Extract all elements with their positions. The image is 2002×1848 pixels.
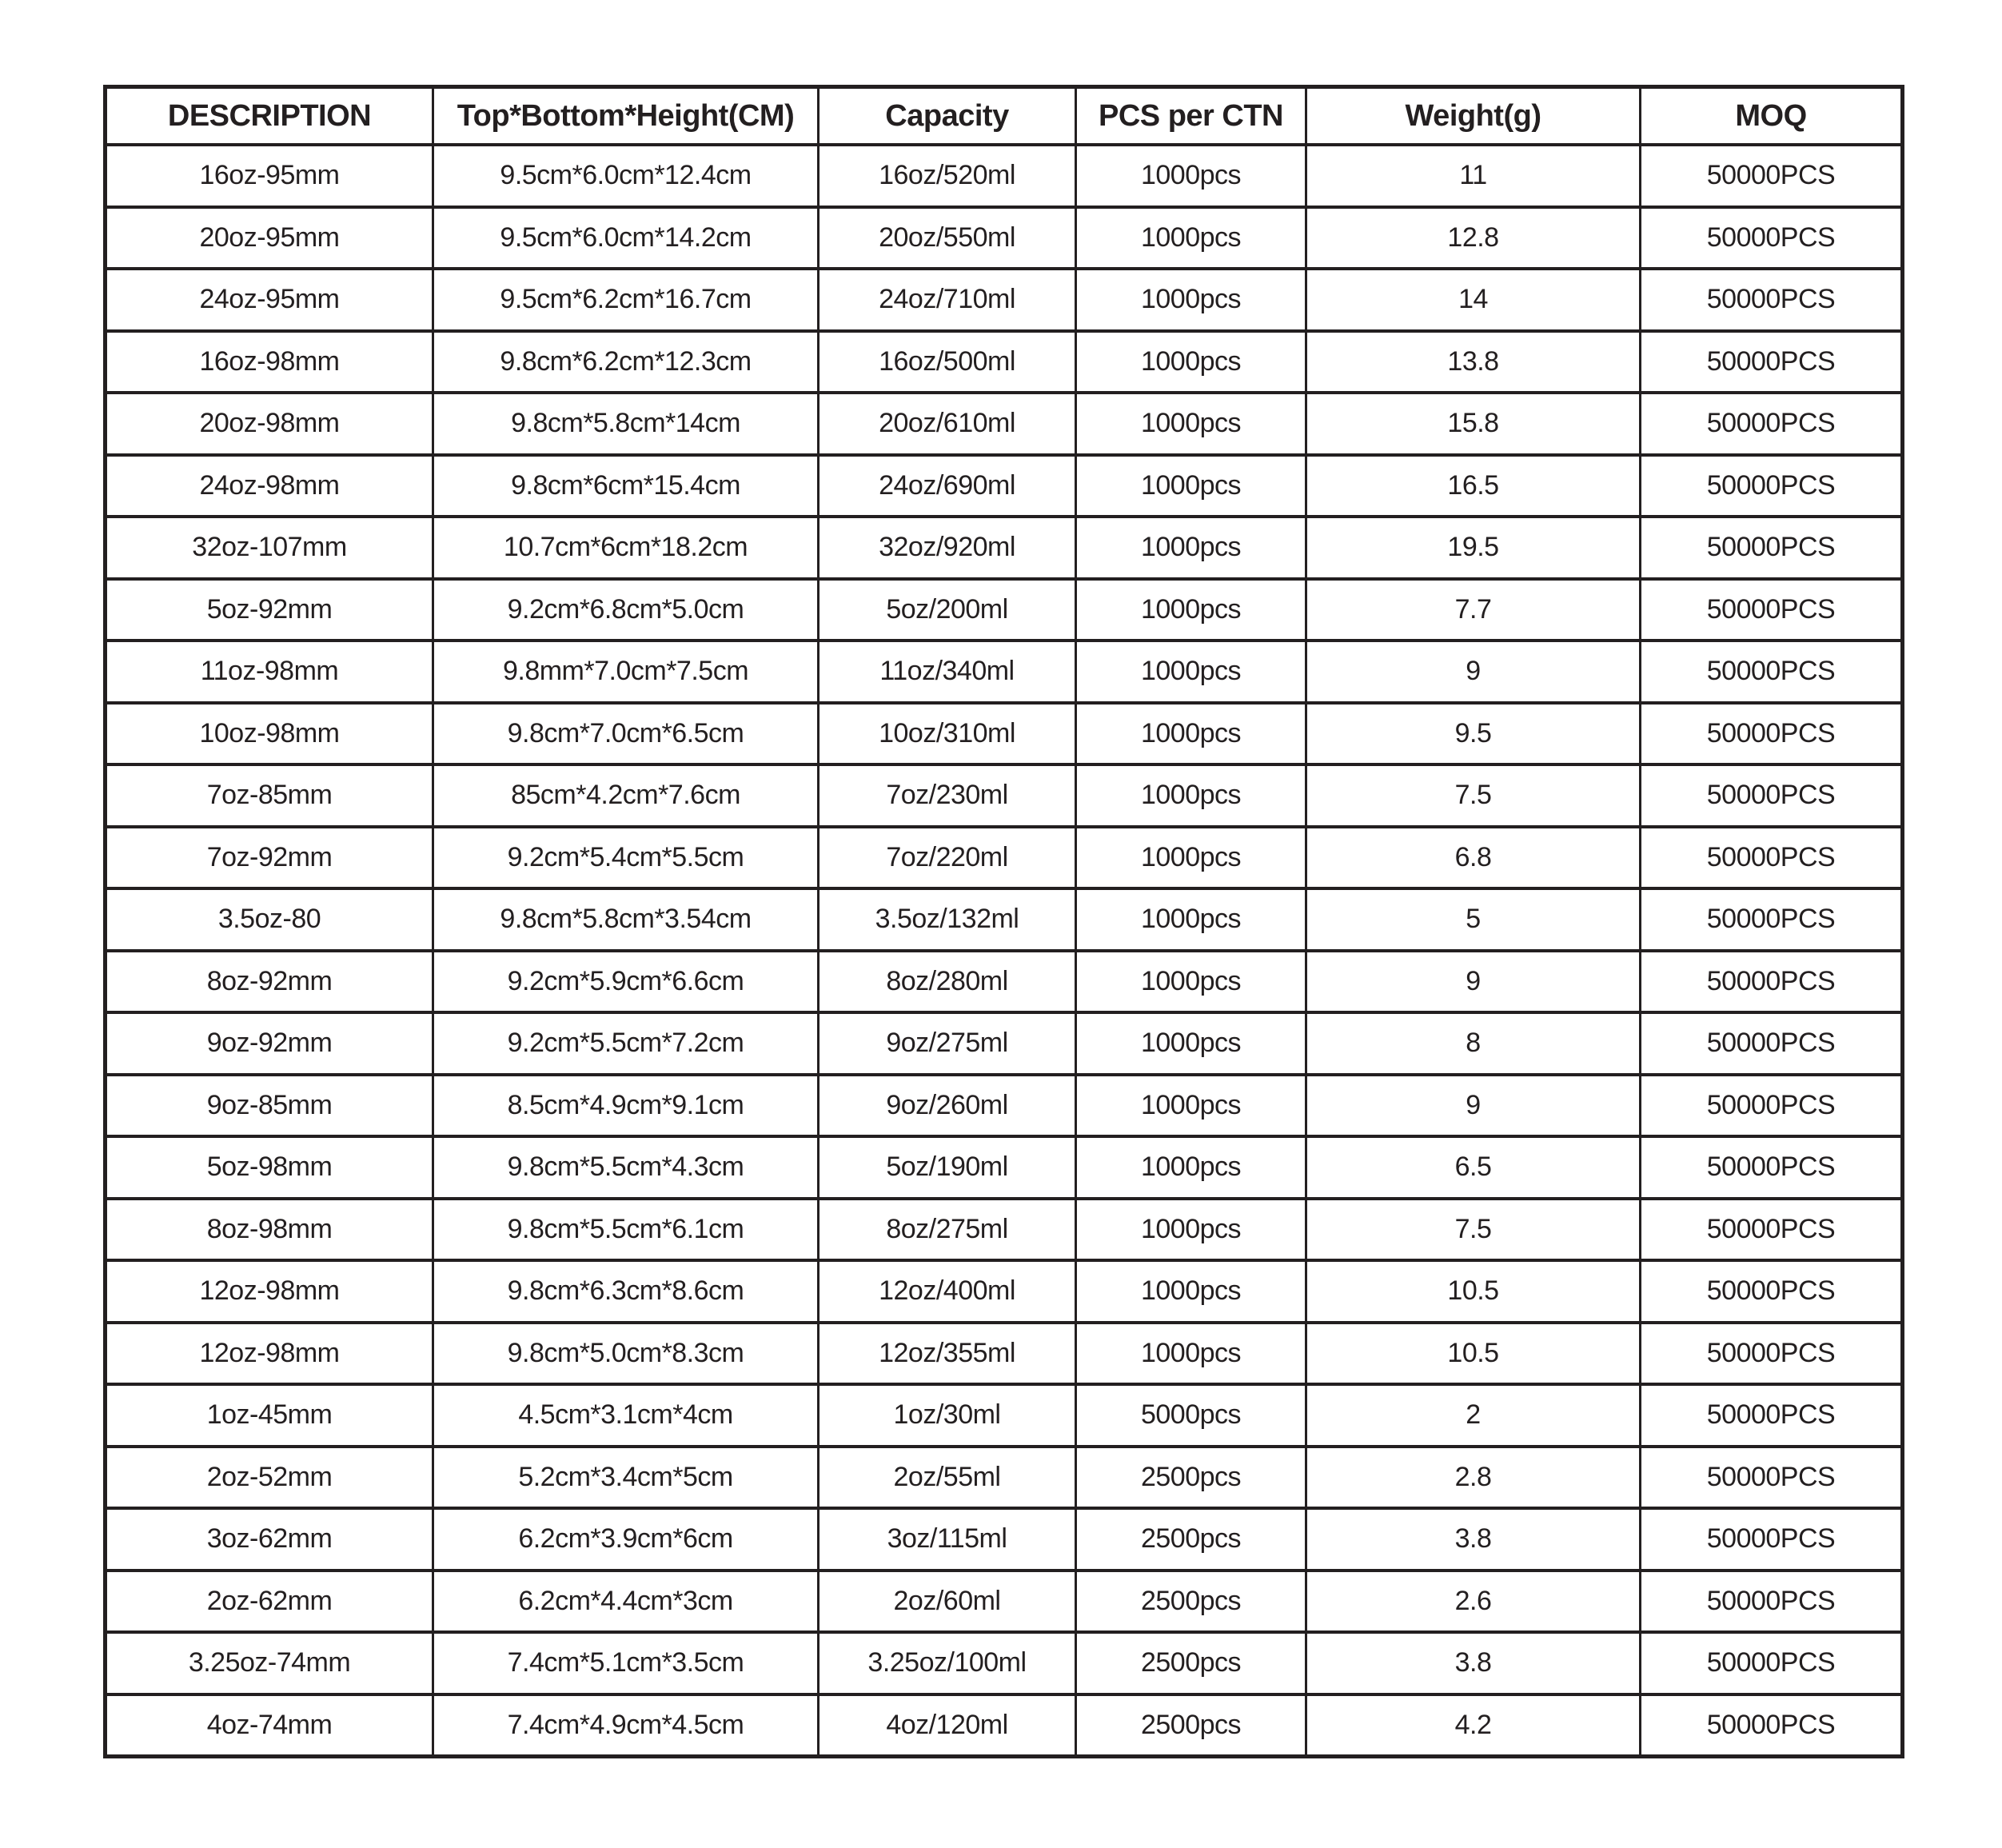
- cell-dimensions: 6.2cm*4.4cm*3cm: [433, 1571, 819, 1633]
- cell-weight: 3.8: [1306, 1508, 1641, 1571]
- cell-pcs-per-ctn: 1000pcs: [1076, 145, 1306, 207]
- header-moq: MOQ: [1641, 87, 1903, 146]
- cell-capacity: 20oz/610ml: [819, 393, 1076, 455]
- cell-capacity: 10oz/310ml: [819, 703, 1076, 765]
- cell-dimensions: 9.2cm*5.5cm*7.2cm: [433, 1012, 819, 1075]
- cell-dimensions: 9.2cm*5.4cm*5.5cm: [433, 827, 819, 889]
- cell-dimensions: 9.8cm*5.8cm*14cm: [433, 393, 819, 455]
- table-row: [106, 703, 1903, 765]
- cell-moq: 50000PCS: [1641, 393, 1903, 455]
- cell-pcs-per-ctn: 1000pcs: [1076, 764, 1306, 827]
- header-description: DESCRIPTION: [106, 87, 433, 146]
- cell-weight: 7.5: [1306, 1199, 1641, 1261]
- table-row: [106, 827, 1903, 889]
- cell-weight: 4.2: [1306, 1694, 1641, 1757]
- cell-weight: 8: [1306, 1012, 1641, 1075]
- cell-description: 3.5oz-80: [106, 888, 433, 951]
- cell-description: 32oz-107mm: [106, 517, 433, 579]
- cell-weight: 6.8: [1306, 827, 1641, 889]
- cell-pcs-per-ctn: 2500pcs: [1076, 1632, 1306, 1694]
- cell-capacity: 24oz/710ml: [819, 269, 1076, 331]
- cell-description: 20oz-98mm: [106, 393, 433, 455]
- cell-moq: 50000PCS: [1641, 1447, 1903, 1509]
- cell-description: 12oz-98mm: [106, 1323, 433, 1385]
- cell-capacity: 3.25oz/100ml: [819, 1632, 1076, 1694]
- cell-description: 5oz-92mm: [106, 579, 433, 641]
- cell-pcs-per-ctn: 1000pcs: [1076, 331, 1306, 393]
- cell-capacity: 2oz/55ml: [819, 1447, 1076, 1509]
- table-row: [106, 1136, 1903, 1199]
- header-pcs-per-ctn: PCS per CTN: [1076, 87, 1306, 146]
- cell-moq: 50000PCS: [1641, 331, 1903, 393]
- cell-dimensions: 9.8mm*7.0cm*7.5cm: [433, 641, 819, 703]
- cell-moq: 50000PCS: [1641, 1260, 1903, 1323]
- cell-capacity: 32oz/920ml: [819, 517, 1076, 579]
- cell-dimensions: 9.8cm*5.5cm*4.3cm: [433, 1136, 819, 1199]
- table-row: [106, 888, 1903, 951]
- cell-pcs-per-ctn: 1000pcs: [1076, 207, 1306, 269]
- table-row: [106, 1384, 1903, 1447]
- cell-moq: 50000PCS: [1641, 1694, 1903, 1757]
- table-row: [106, 641, 1903, 703]
- cell-moq: 50000PCS: [1641, 579, 1903, 641]
- table-row: [106, 764, 1903, 827]
- table-row: [106, 579, 1903, 641]
- table-row: [106, 951, 1903, 1013]
- cell-pcs-per-ctn: 1000pcs: [1076, 1012, 1306, 1075]
- cell-moq: 50000PCS: [1641, 145, 1903, 207]
- cell-weight: 10.5: [1306, 1260, 1641, 1323]
- cell-pcs-per-ctn: 5000pcs: [1076, 1384, 1306, 1447]
- cell-pcs-per-ctn: 1000pcs: [1076, 1136, 1306, 1199]
- cell-moq: 50000PCS: [1641, 1075, 1903, 1137]
- cell-description: 24oz-95mm: [106, 269, 433, 331]
- cell-weight: 2.8: [1306, 1447, 1641, 1509]
- cell-moq: 50000PCS: [1641, 641, 1903, 703]
- cell-moq: 50000PCS: [1641, 764, 1903, 827]
- cell-moq: 50000PCS: [1641, 455, 1903, 517]
- cell-capacity: 24oz/690ml: [819, 455, 1076, 517]
- cell-capacity: 12oz/400ml: [819, 1260, 1076, 1323]
- cell-dimensions: 9.5cm*6.2cm*16.7cm: [433, 269, 819, 331]
- table-row: [106, 207, 1903, 269]
- cell-capacity: 9oz/260ml: [819, 1075, 1076, 1137]
- cell-capacity: 12oz/355ml: [819, 1323, 1076, 1385]
- cell-description: 8oz-92mm: [106, 951, 433, 1013]
- cell-description: 11oz-98mm: [106, 641, 433, 703]
- cell-pcs-per-ctn: 1000pcs: [1076, 1260, 1306, 1323]
- cell-dimensions: 7.4cm*5.1cm*3.5cm: [433, 1632, 819, 1694]
- cell-pcs-per-ctn: 1000pcs: [1076, 703, 1306, 765]
- table-row: [106, 455, 1903, 517]
- cell-weight: 13.8: [1306, 331, 1641, 393]
- cell-moq: 50000PCS: [1641, 1571, 1903, 1633]
- cell-description: 2oz-62mm: [106, 1571, 433, 1633]
- cell-pcs-per-ctn: 1000pcs: [1076, 951, 1306, 1013]
- cell-weight: 12.8: [1306, 207, 1641, 269]
- header-dimensions: Top*Bottom*Height(CM): [433, 87, 819, 146]
- cell-description: 20oz-95mm: [106, 207, 433, 269]
- cell-moq: 50000PCS: [1641, 1199, 1903, 1261]
- cell-pcs-per-ctn: 1000pcs: [1076, 579, 1306, 641]
- cell-capacity: 3.5oz/132ml: [819, 888, 1076, 951]
- header-weight: Weight(g): [1306, 87, 1641, 146]
- cell-capacity: 11oz/340ml: [819, 641, 1076, 703]
- cell-pcs-per-ctn: 1000pcs: [1076, 1199, 1306, 1261]
- cell-pcs-per-ctn: 1000pcs: [1076, 827, 1306, 889]
- cell-moq: 50000PCS: [1641, 1632, 1903, 1694]
- cell-dimensions: 7.4cm*4.9cm*4.5cm: [433, 1694, 819, 1757]
- cell-dimensions: 9.8cm*6.3cm*8.6cm: [433, 1260, 819, 1323]
- cell-description: 24oz-98mm: [106, 455, 433, 517]
- cell-capacity: 8oz/280ml: [819, 951, 1076, 1013]
- cell-pcs-per-ctn: 2500pcs: [1076, 1447, 1306, 1509]
- cell-dimensions: 5.2cm*3.4cm*5cm: [433, 1447, 819, 1509]
- cell-dimensions: 9.5cm*6.0cm*14.2cm: [433, 207, 819, 269]
- cell-description: 7oz-85mm: [106, 764, 433, 827]
- table-row: [106, 1012, 1903, 1075]
- header-capacity: Capacity: [819, 87, 1076, 146]
- cell-dimensions: 10.7cm*6cm*18.2cm: [433, 517, 819, 579]
- cell-dimensions: 9.2cm*5.9cm*6.6cm: [433, 951, 819, 1013]
- cell-dimensions: 6.2cm*3.9cm*6cm: [433, 1508, 819, 1571]
- cell-moq: 50000PCS: [1641, 827, 1903, 889]
- cell-moq: 50000PCS: [1641, 269, 1903, 331]
- cell-dimensions: 9.2cm*6.8cm*5.0cm: [433, 579, 819, 641]
- cell-moq: 50000PCS: [1641, 1012, 1903, 1075]
- cell-description: 2oz-52mm: [106, 1447, 433, 1509]
- cell-capacity: 20oz/550ml: [819, 207, 1076, 269]
- cell-moq: 50000PCS: [1641, 951, 1903, 1013]
- cell-pcs-per-ctn: 1000pcs: [1076, 888, 1306, 951]
- cell-moq: 50000PCS: [1641, 1508, 1903, 1571]
- cell-pcs-per-ctn: 2500pcs: [1076, 1571, 1306, 1633]
- cell-description: 3.25oz-74mm: [106, 1632, 433, 1694]
- table-row: [106, 1694, 1903, 1757]
- cell-description: 4oz-74mm: [106, 1694, 433, 1757]
- cell-pcs-per-ctn: 1000pcs: [1076, 517, 1306, 579]
- cell-description: 7oz-92mm: [106, 827, 433, 889]
- cell-weight: 5: [1306, 888, 1641, 951]
- cell-description: 8oz-98mm: [106, 1199, 433, 1261]
- table-row: [106, 145, 1903, 207]
- cell-capacity: 3oz/115ml: [819, 1508, 1076, 1571]
- table-row: [106, 1075, 1903, 1137]
- table-row: [106, 269, 1903, 331]
- cell-pcs-per-ctn: 1000pcs: [1076, 1075, 1306, 1137]
- cell-capacity: 16oz/520ml: [819, 145, 1076, 207]
- cell-weight: 2.6: [1306, 1571, 1641, 1633]
- cell-moq: 50000PCS: [1641, 888, 1903, 951]
- cell-capacity: 8oz/275ml: [819, 1199, 1076, 1261]
- cell-capacity: 7oz/230ml: [819, 764, 1076, 827]
- table-row: [106, 1508, 1903, 1571]
- cell-weight: 9.5: [1306, 703, 1641, 765]
- cell-weight: 15.8: [1306, 393, 1641, 455]
- cell-capacity: 2oz/60ml: [819, 1571, 1076, 1633]
- cell-weight: 3.8: [1306, 1632, 1641, 1694]
- cell-capacity: 5oz/190ml: [819, 1136, 1076, 1199]
- spec-sheet: [103, 85, 1900, 1758]
- cell-moq: 50000PCS: [1641, 207, 1903, 269]
- cell-description: 9oz-92mm: [106, 1012, 433, 1075]
- cell-dimensions: 85cm*4.2cm*7.6cm: [433, 764, 819, 827]
- cell-pcs-per-ctn: 1000pcs: [1076, 393, 1306, 455]
- cell-weight: 9: [1306, 951, 1641, 1013]
- cell-description: 5oz-98mm: [106, 1136, 433, 1199]
- cell-dimensions: 4.5cm*3.1cm*4cm: [433, 1384, 819, 1447]
- header-row: [106, 87, 1903, 146]
- cell-description: 10oz-98mm: [106, 703, 433, 765]
- cell-moq: 50000PCS: [1641, 517, 1903, 579]
- cell-dimensions: 9.8cm*7.0cm*6.5cm: [433, 703, 819, 765]
- cell-description: 9oz-85mm: [106, 1075, 433, 1137]
- cell-description: 16oz-98mm: [106, 331, 433, 393]
- cell-dimensions: 9.8cm*6.2cm*12.3cm: [433, 331, 819, 393]
- cell-weight: 6.5: [1306, 1136, 1641, 1199]
- product-spec-table: [103, 85, 1904, 1758]
- table-row: [106, 517, 1903, 579]
- cell-weight: 7.7: [1306, 579, 1641, 641]
- cell-capacity: 4oz/120ml: [819, 1694, 1076, 1757]
- cell-dimensions: 9.8cm*5.0cm*8.3cm: [433, 1323, 819, 1385]
- table-row: [106, 1199, 1903, 1261]
- cell-weight: 7.5: [1306, 764, 1641, 827]
- cell-pcs-per-ctn: 1000pcs: [1076, 269, 1306, 331]
- cell-capacity: 5oz/200ml: [819, 579, 1076, 641]
- cell-weight: 10.5: [1306, 1323, 1641, 1385]
- cell-capacity: 9oz/275ml: [819, 1012, 1076, 1075]
- cell-description: 12oz-98mm: [106, 1260, 433, 1323]
- table-row: [106, 1447, 1903, 1509]
- cell-moq: 50000PCS: [1641, 1323, 1903, 1385]
- cell-pcs-per-ctn: 2500pcs: [1076, 1508, 1306, 1571]
- cell-capacity: 7oz/220ml: [819, 827, 1076, 889]
- cell-moq: 50000PCS: [1641, 1136, 1903, 1199]
- cell-weight: 19.5: [1306, 517, 1641, 579]
- cell-weight: 9: [1306, 1075, 1641, 1137]
- cell-capacity: 16oz/500ml: [819, 331, 1076, 393]
- cell-pcs-per-ctn: 1000pcs: [1076, 1323, 1306, 1385]
- cell-description: 16oz-95mm: [106, 145, 433, 207]
- cell-weight: 2: [1306, 1384, 1641, 1447]
- cell-dimensions: 8.5cm*4.9cm*9.1cm: [433, 1075, 819, 1137]
- cell-weight: 16.5: [1306, 455, 1641, 517]
- cell-capacity: 1oz/30ml: [819, 1384, 1076, 1447]
- cell-pcs-per-ctn: 2500pcs: [1076, 1694, 1306, 1757]
- cell-dimensions: 9.8cm*6cm*15.4cm: [433, 455, 819, 517]
- cell-dimensions: 9.8cm*5.8cm*3.54cm: [433, 888, 819, 951]
- cell-weight: 14: [1306, 269, 1641, 331]
- cell-moq: 50000PCS: [1641, 1384, 1903, 1447]
- table-row: [106, 1632, 1903, 1694]
- table-row: [106, 1260, 1903, 1323]
- table-body: [106, 145, 1903, 1757]
- cell-weight: 11: [1306, 145, 1641, 207]
- table-row: [106, 393, 1903, 455]
- cell-moq: 50000PCS: [1641, 703, 1903, 765]
- cell-dimensions: 9.5cm*6.0cm*12.4cm: [433, 145, 819, 207]
- table-row: [106, 1323, 1903, 1385]
- cell-weight: 9: [1306, 641, 1641, 703]
- cell-pcs-per-ctn: 1000pcs: [1076, 641, 1306, 703]
- cell-dimensions: 9.8cm*5.5cm*6.1cm: [433, 1199, 819, 1261]
- table-row: [106, 1571, 1903, 1633]
- cell-description: 1oz-45mm: [106, 1384, 433, 1447]
- cell-pcs-per-ctn: 1000pcs: [1076, 455, 1306, 517]
- cell-description: 3oz-62mm: [106, 1508, 433, 1571]
- table-row: [106, 331, 1903, 393]
